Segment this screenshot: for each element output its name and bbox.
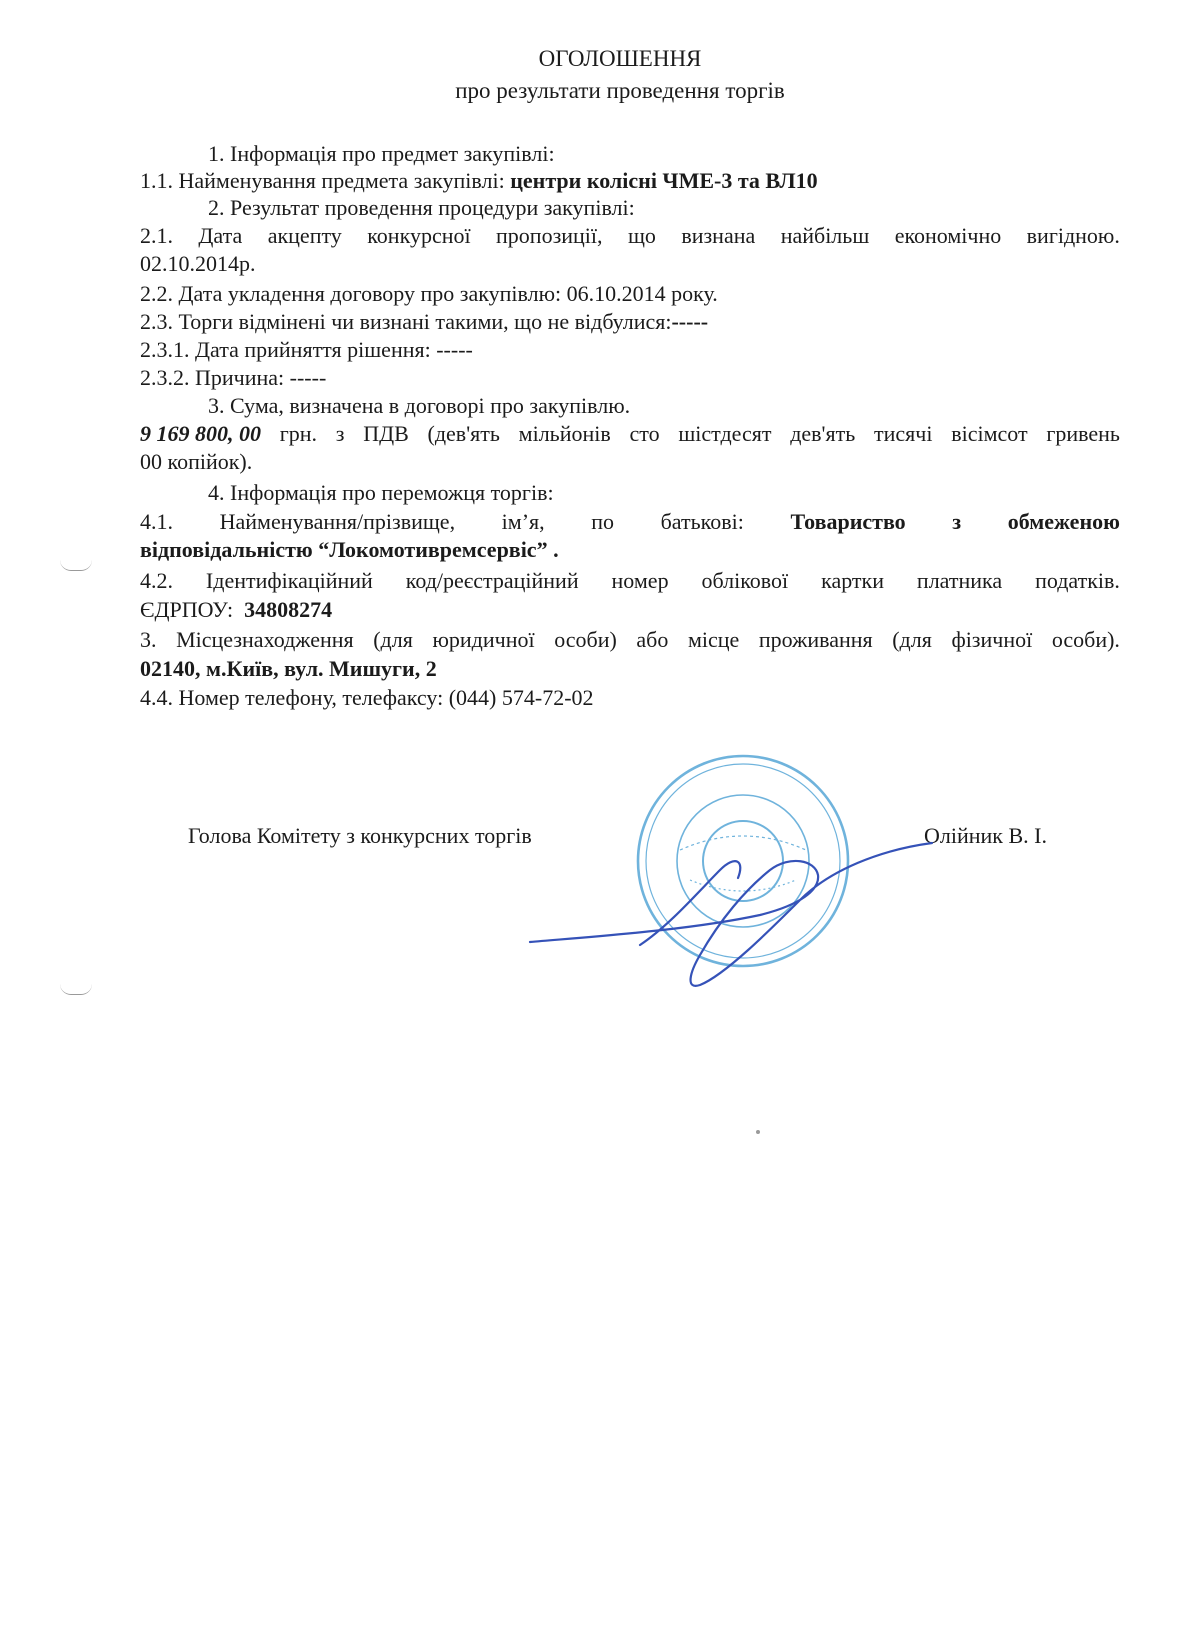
word: Найменування/прізвище, — [219, 509, 456, 534]
word: обмеженою — [1007, 509, 1120, 534]
section-2-heading: 2. Результат проведення процедури закупівлі: — [208, 195, 635, 220]
section-1-heading: 1. Інформація про предмет закупівлі: — [208, 141, 555, 166]
word: код/реєстраційний — [405, 568, 579, 593]
item-2-1-date: 02.10.2014р. — [140, 251, 256, 276]
word: грн. — [279, 421, 318, 446]
word: 4.1. — [140, 509, 173, 534]
document-title: ОГОЛОШЕННЯ — [538, 46, 702, 71]
word: облікової — [701, 568, 789, 593]
word: особи) — [554, 627, 617, 652]
word: фізичної — [951, 627, 1033, 652]
item-1-1-label: 1.1. Найменування предмета закупівлі: — [140, 168, 505, 193]
word: батькові: — [660, 509, 744, 534]
scan-speck — [756, 1130, 760, 1134]
word: проживання — [758, 627, 873, 652]
word: вісімсот — [951, 421, 1028, 446]
winner-name-line-2: відповідальністю “Локомотивремсервіс” . — [140, 537, 559, 562]
item-2-3-1: 2.3.1. Дата прийняття рішення: ----- — [140, 337, 473, 362]
word: (для — [892, 627, 932, 652]
word: (для — [373, 627, 413, 652]
word: вигідною. — [1026, 223, 1120, 248]
signature-scrawl — [530, 843, 932, 986]
word: економічно — [894, 223, 1002, 248]
word: Ідентифікаційний — [205, 568, 373, 593]
word: податків. — [1035, 568, 1120, 593]
word: платника — [916, 568, 1003, 593]
word: юридичної — [432, 627, 535, 652]
word: ПДВ — [363, 421, 409, 446]
word: з — [335, 421, 345, 446]
word: акцепту — [267, 223, 342, 248]
signatory-name: Олійник В. І. — [924, 823, 1047, 848]
word: тисячі — [874, 421, 933, 446]
word: картки — [821, 568, 884, 593]
signatory-position: Голова Комітету з конкурсних торгів — [188, 823, 532, 848]
document-subtitle: про результати проведення торгів — [455, 78, 785, 103]
word: найбільш — [780, 223, 870, 248]
edrpou-code: 34808274 — [244, 597, 333, 622]
word: ім’я, — [501, 509, 545, 534]
word: по — [591, 509, 615, 534]
word: Товариство — [790, 509, 906, 534]
word: особи). — [1051, 627, 1120, 652]
item-4-4-phone: 4.4. Номер телефону, телефаксу: (044) 574-72-02 — [140, 685, 594, 710]
word: номер — [611, 568, 669, 593]
word: що — [627, 223, 656, 248]
item-2-3-value: ----- — [671, 309, 709, 334]
word: 2.1. — [140, 223, 173, 248]
amount-value: 9 169 800, 00 — [140, 421, 261, 446]
word: або — [636, 627, 669, 652]
word: шістдесят — [678, 421, 772, 446]
word: місце — [687, 627, 740, 652]
amount-line-2: 00 копійок). — [140, 449, 253, 474]
word: Місцезнаходження — [176, 627, 354, 652]
word: з — [952, 509, 962, 534]
word: визнана — [681, 223, 756, 248]
word: 4.2. — [140, 568, 173, 593]
word: сто — [629, 421, 660, 446]
word: (дев'ять — [427, 421, 500, 446]
section-3-heading: 3. Сума, визначена в договорі про закупівлю. — [208, 393, 631, 418]
word: 3. — [140, 627, 157, 652]
word: дев'ять — [790, 421, 856, 446]
item-2-3-2: 2.3.2. Причина: ----- — [140, 365, 327, 390]
word: гривень — [1046, 421, 1120, 446]
item-1-1-value: центри колісні ЧМЕ-3 та ВЛ10 — [510, 168, 818, 193]
item-2-3-label: 2.3. Торги відмінені чи визнані такими, що не відбулися: — [140, 309, 672, 334]
official-stamp-seal — [638, 756, 848, 966]
word: конкурсної — [367, 223, 471, 248]
edrpou-label: ЄДРПОУ: — [140, 597, 234, 622]
winner-address: 02140, м.Київ, вул. Мишуги, 2 — [140, 656, 437, 681]
word: Дата — [198, 223, 243, 248]
word: пропозиції, — [496, 223, 603, 248]
section-4-heading: 4. Інформація про переможця торгів: — [208, 480, 554, 505]
word: мільйонів — [518, 421, 611, 446]
item-2-2: 2.2. Дата укладення договору про закупівлю: 06.10.2014 року. — [140, 281, 718, 306]
